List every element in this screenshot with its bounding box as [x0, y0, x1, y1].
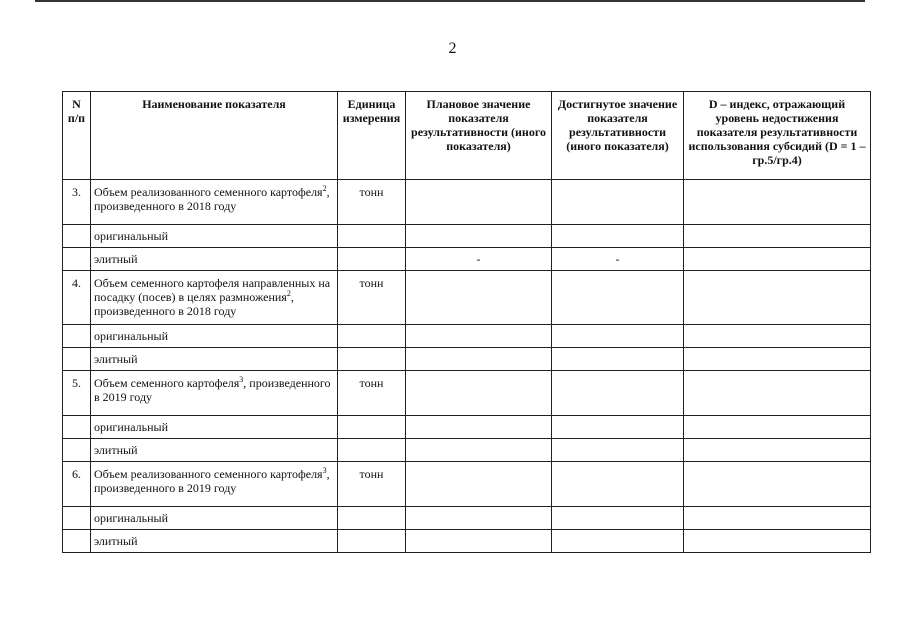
table-row: [63, 416, 871, 439]
table-row: [63, 439, 871, 462]
page-number: 2: [448, 40, 457, 57]
cell-plan: -: [406, 248, 552, 271]
table-row: [63, 507, 871, 530]
cell-index: [684, 180, 871, 225]
row-name: Объем семенного картофеля$^3$, произведенного в 2019 году: [91, 371, 338, 416]
table-row: [63, 530, 871, 553]
cell-index: [684, 248, 871, 271]
row-unit: тонн: [338, 462, 406, 507]
row-name: Объем реализованного семенного картофеля$^2$, произведенного в 2018 году: [91, 180, 338, 225]
row-name: Объем реализованного семенного картофеля$^3$, произведенного в 2019 году: [91, 462, 338, 507]
cell-plan: [406, 180, 552, 225]
row-sub-elite: элитный: [91, 439, 338, 462]
cell-plan: [406, 507, 552, 530]
cell-plan: [406, 225, 552, 248]
cell-achieved: [552, 416, 684, 439]
footnote-mark: 3: [322, 466, 327, 475]
cell-num: [63, 416, 91, 439]
row-sub-original: оригинальный: [91, 507, 338, 530]
cell-plan: [406, 462, 552, 507]
table-row: [63, 348, 871, 371]
header-name: Наименование показателя: [91, 92, 338, 180]
cell-achieved: [552, 462, 684, 507]
cell-num: [63, 248, 91, 271]
header-achieved: Достигнутое значение показателя результативности (иного показателя): [552, 92, 684, 180]
row-num: 6.: [63, 462, 91, 507]
row-name: Объем семенного картофеля направленных на посадку (посев) в целях размножения$^2$, произведенного в 2018 году: [91, 271, 338, 325]
cell-unit: [338, 507, 406, 530]
header-plan: Плановое значение показателя результативности (иного показателя): [406, 92, 552, 180]
footnote-mark: 3: [239, 375, 244, 384]
row-unit: тонн: [338, 271, 406, 325]
cell-num: [63, 507, 91, 530]
row-sub-elite: элитный: [91, 248, 338, 271]
cell-index: [684, 271, 871, 325]
row-sub-original: оригинальный: [91, 416, 338, 439]
row-sub-elite: элитный: [91, 348, 338, 371]
footnote-mark: 2: [286, 289, 291, 298]
cell-unit: [338, 225, 406, 248]
row-unit: тонн: [338, 371, 406, 416]
footnote-mark: 2: [322, 184, 327, 193]
row-unit: тонн: [338, 180, 406, 225]
cell-unit: [338, 348, 406, 371]
table-row: [63, 225, 871, 248]
table-row: [63, 371, 871, 416]
cell-index: [684, 416, 871, 439]
cell-plan: [406, 439, 552, 462]
cell-achieved: [552, 271, 684, 325]
row-sub-original: оригинальный: [91, 325, 338, 348]
cell-index: [684, 530, 871, 553]
cell-achieved: [552, 530, 684, 553]
row-num: 5.: [63, 371, 91, 416]
cell-unit: [338, 416, 406, 439]
cell-index: [684, 507, 871, 530]
cell-unit: [338, 530, 406, 553]
cell-achieved: -: [552, 248, 684, 271]
cell-unit: [338, 325, 406, 348]
cell-unit: [338, 248, 406, 271]
cell-achieved: [552, 325, 684, 348]
cell-plan: [406, 371, 552, 416]
cell-index: [684, 462, 871, 507]
table-row: [63, 248, 871, 271]
cell-achieved: [552, 348, 684, 371]
cell-achieved: [552, 225, 684, 248]
cell-unit: [338, 439, 406, 462]
cell-achieved: [552, 371, 684, 416]
cell-num: [63, 439, 91, 462]
table-row: [63, 180, 871, 225]
cell-num: [63, 348, 91, 371]
header-unit: Единица измерения: [338, 92, 406, 180]
cell-num: [63, 325, 91, 348]
cell-index: [684, 348, 871, 371]
row-sub-original: оригинальный: [91, 225, 338, 248]
cell-index: [684, 225, 871, 248]
cell-index: [684, 439, 871, 462]
cell-achieved: [552, 180, 684, 225]
cell-plan: [406, 348, 552, 371]
table-row: [63, 271, 871, 325]
cell-num: [63, 530, 91, 553]
row-sub-elite: элитный: [91, 530, 338, 553]
row-num: 4.: [63, 271, 91, 325]
table-header-row: [63, 92, 871, 180]
table-row: [63, 325, 871, 348]
header-index: D – индекс, отражающий уровень недостижения показателя результативности использования субсидий (D = 1 – гр.5/гр.4): [684, 92, 871, 180]
cell-achieved: [552, 439, 684, 462]
indicators-table: [62, 91, 871, 553]
cell-index: [684, 371, 871, 416]
cell-plan: [406, 530, 552, 553]
cell-plan: [406, 325, 552, 348]
top-rule: [35, 0, 865, 2]
cell-achieved: [552, 507, 684, 530]
table-row: [63, 462, 871, 507]
header-num: N п/п: [63, 92, 91, 180]
cell-num: [63, 225, 91, 248]
cell-index: [684, 325, 871, 348]
row-num: 3.: [63, 180, 91, 225]
cell-plan: [406, 271, 552, 325]
cell-plan: [406, 416, 552, 439]
